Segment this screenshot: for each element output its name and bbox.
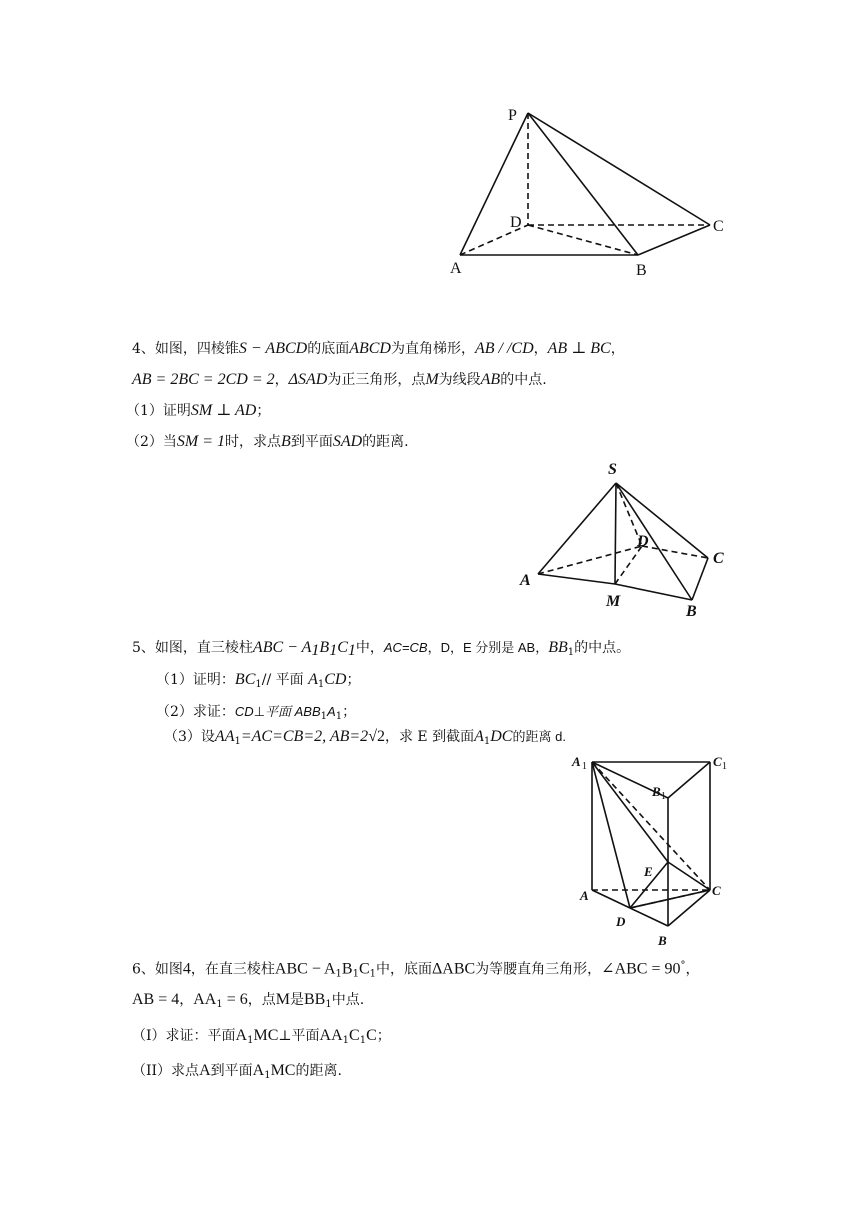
label-c1: C	[713, 754, 722, 769]
label-c: C	[713, 550, 724, 567]
edge-pa	[460, 113, 528, 255]
edge-mb	[615, 584, 692, 600]
label-p: P	[508, 107, 517, 124]
label-b: B	[686, 603, 697, 620]
label-s: S	[608, 461, 617, 478]
edge-sb	[616, 483, 692, 600]
q5-part2: （2）求证：CD⊥平面 $ABB_1A_1$；	[156, 704, 357, 722]
label-a1-sub: 1	[582, 761, 587, 772]
label-a: A	[520, 572, 531, 589]
q5-line1: 5、如图，直三棱柱ABC − $A_1B_1C_1$中，AC=CB，D，E 分别是 AB，$BB_1$的中点。	[132, 639, 631, 659]
label-b1: B	[652, 784, 661, 799]
q5-part1: （1）证明：$BC_1//$ 平面 $A_1CD$；	[156, 671, 361, 690]
label-d: D	[637, 533, 649, 550]
q6-part1: （I）求证：平面$A_1MC\perp$平面$AA_1C_1C$；	[132, 1027, 391, 1046]
edge-a1d	[592, 762, 630, 908]
figure-pyramid-sabcd	[512, 456, 737, 621]
edge-a1e	[592, 762, 668, 862]
label-a: A	[580, 888, 589, 903]
edge-db	[528, 225, 638, 255]
label-b1-sub: 1	[661, 791, 666, 802]
edge-db	[630, 908, 668, 926]
label-c1-sub: 1	[722, 761, 727, 772]
edge-ad	[538, 546, 642, 574]
edge-bc	[692, 558, 708, 600]
label-b: B	[636, 262, 647, 279]
edge-dc	[642, 546, 708, 558]
label-e: E	[644, 864, 653, 879]
edge-b1c1	[668, 762, 710, 798]
q6-line1: 6、如图4，在直三棱柱ABC − $A_1B_1C_1$中，底面ΔABC为等腰直角三角形，∠ABC = 90°，	[132, 960, 700, 980]
q4-line1: 4、如图，四棱锥S − ABCD的底面ABCD为直角梯形，AB / /CD，AB ⊥ BC，	[132, 340, 625, 357]
edge-pc	[528, 113, 710, 225]
label-b: B	[658, 933, 667, 948]
label-a: A	[450, 260, 462, 277]
edge-pb	[528, 113, 638, 255]
figure-prism-abc	[570, 750, 740, 950]
edge-sa	[538, 483, 616, 574]
edge-sc	[616, 483, 708, 558]
label-a1: A	[572, 754, 581, 769]
label-d: D	[510, 214, 522, 231]
edge-sm	[615, 483, 616, 584]
edge-am	[538, 574, 615, 584]
label-c: C	[712, 883, 721, 898]
figure-pyramid-pabcd	[440, 100, 740, 285]
q4-part2: （2）当SM = 1时，求点B到平面SAD的距离.	[126, 433, 409, 450]
label-m: M	[606, 593, 621, 610]
edge-ad	[592, 890, 630, 908]
q4-part1: （1）证明SM ⊥ AD；	[126, 402, 271, 419]
q6-line2: AB = 4，$AA_1 = 6$，点M是$BB_1$中点.	[132, 991, 365, 1010]
q4-line2: AB = 2BC = 2CD = 2，ΔSAD为正三角形，点M为线段AB的中点.	[132, 371, 547, 388]
q5-part3: （3）设$AA_1=AC=CB=2$, AB=2√2，求 E 到截面$A_1DC$的距离 d.	[164, 728, 566, 747]
label-d: D	[616, 914, 626, 929]
label-c: C	[713, 218, 724, 235]
q6-part2: （II）求点A到平面$A_1MC$的距离.	[132, 1062, 342, 1081]
edge-bc	[638, 225, 710, 255]
